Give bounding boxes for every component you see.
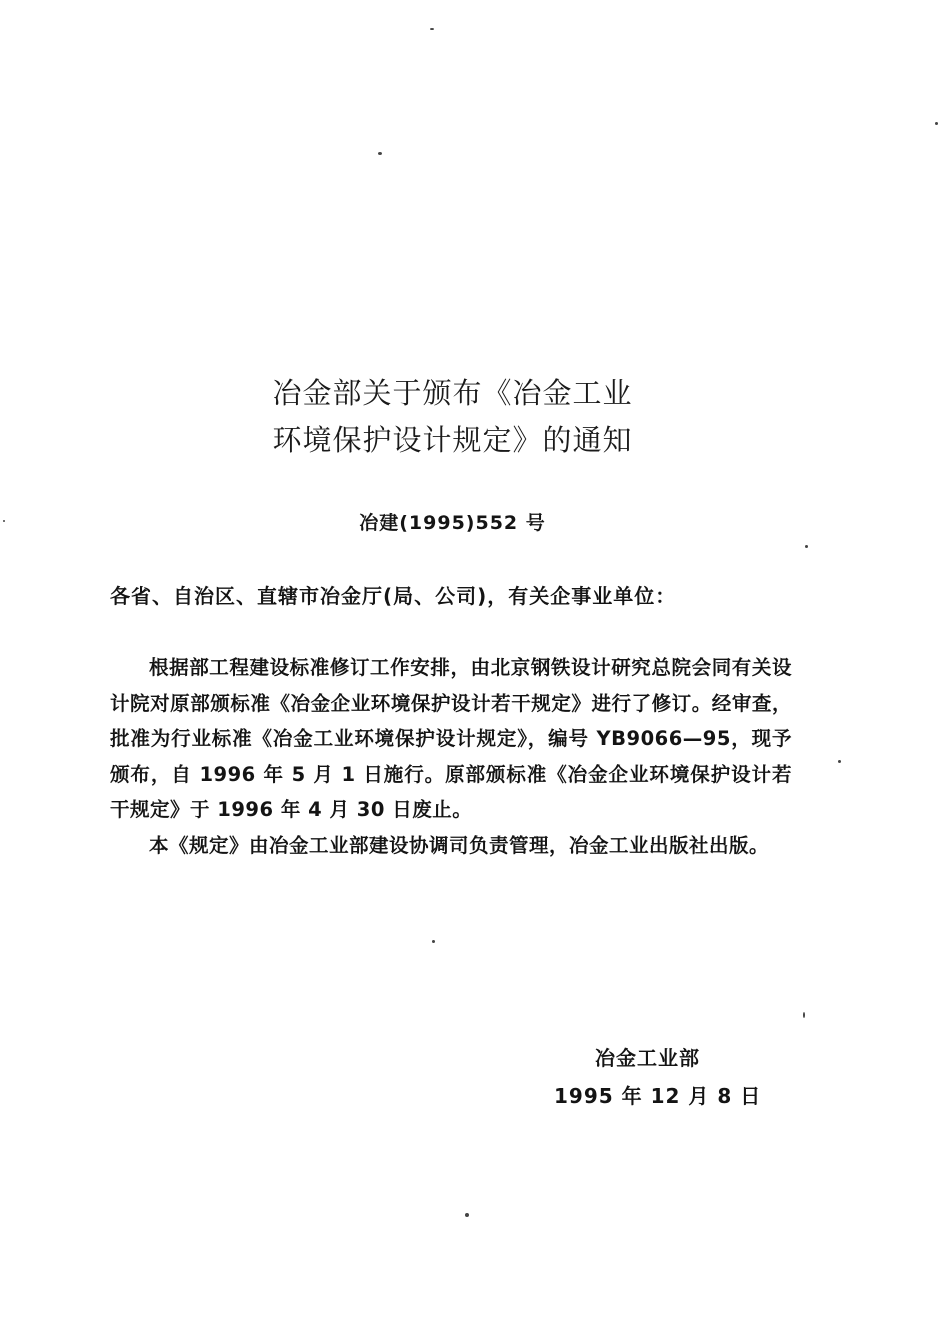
body-paragraph-1: 根据部工程建设标准修订工作安排，由北京钢铁设计研究总院会同有关设计院对原部颁标准《冶金企业环境保护设计若干规定》进行了修订。经审查，批准为行业标准《冶金工业环境保护设计规定》，编号 YB9066—95，现予颁布，自 1996 年 5 月 1 日施行。原部颁标准《冶金企业环境保护设计若干规定》于 1996 年 4 月 30 日废止。 bbox=[110, 656, 792, 822]
scan-speck bbox=[935, 122, 938, 125]
scan-speck bbox=[803, 1012, 805, 1018]
scan-speck bbox=[805, 545, 808, 548]
scan-speck bbox=[430, 28, 434, 30]
document-number: 冶建(1995)552 号 bbox=[359, 512, 546, 534]
title-line-2: 环境保护设计规定》的通知 bbox=[272, 423, 633, 457]
title-line-1: 冶金部关于颁布《冶金工业 bbox=[272, 376, 633, 410]
scan-speck bbox=[465, 1213, 469, 1217]
signature-organization: 冶金工业部 bbox=[595, 1046, 700, 1070]
scan-speck bbox=[378, 152, 382, 155]
signature-date: 1995 年 12 月 8 日 bbox=[554, 1084, 762, 1108]
notice-body bbox=[110, 650, 792, 864]
body-paragraph-2: 本《规定》由冶金工业部建设协调司负责管理，冶金工业出版社出版。 bbox=[149, 833, 770, 857]
scan-speck bbox=[838, 760, 841, 763]
scan-speck bbox=[432, 940, 435, 943]
notice-title bbox=[0, 370, 905, 464]
addressee-line: 各省、自治区、直辖市冶金厅(局、公司)，有关企事业单位： bbox=[110, 584, 677, 608]
scan-speck bbox=[3, 520, 5, 522]
